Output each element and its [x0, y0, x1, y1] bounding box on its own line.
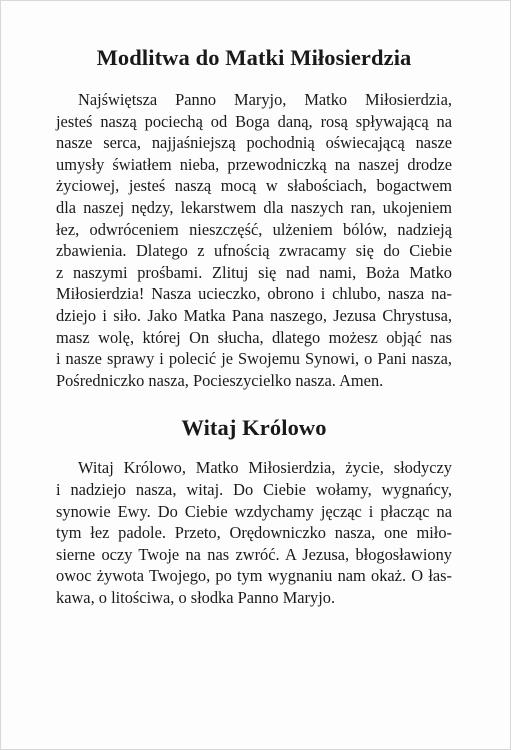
text-line: kawa, o litościwa, o słodka Panno Maryjo.	[56, 587, 336, 607]
text-line: i nasze sprawy i polecić je Swojemu Synowi, o Pani nasza,	[56, 349, 452, 369]
text-line: jesteś naszą pociechą od Boga daną, rosą spływającą na	[56, 111, 452, 131]
text-line: umysły światłem nieba, przewodniczką na naszej drodze	[56, 154, 452, 174]
prayer-text-witaj	[56, 457, 452, 608]
text-line: życiowej, jesteś naszą mocą w słabościach, bogactwem	[56, 176, 452, 196]
document-body	[56, 43, 452, 608]
text-line: łez, odwróceniem nieszczęść, ulżeniem bólów, nadzieją	[56, 219, 452, 239]
text-line: Pośredniczko nasza, Pocieszycielko nasza. Amen.	[56, 370, 384, 390]
text-line: Najświętsza Panno Maryjo, Matko Miłosierdzia,	[78, 90, 452, 109]
text-line: zbawienia. Dlatego z ufnością zwracamy się do Ciebie	[56, 241, 452, 261]
prayer-text-modlitwa	[56, 89, 452, 391]
text-line: z naszymi prośbami. Zlituj się nad nami, Boża Matko	[56, 262, 452, 282]
prayer-title-witaj: Witaj Królowo	[181, 415, 327, 441]
text-line: dziejo i siło. Jako Matka Pana naszego, Jezusa Chrystusa,	[56, 305, 452, 325]
text-line: sierne oczy Twoje na nas zwróć. A Jezusa, błogosławiony	[56, 544, 452, 564]
text-line: i nadziejo nasza, witaj. Do Ciebie wołamy, wygnańcy,	[56, 479, 452, 499]
text-line: Miłosierdzia! Nasza ucieczko, obrono i chlubo, nasza na-	[56, 284, 452, 304]
text-line: tym łez padole. Przeto, Orędowniczko nasza, one miło-	[56, 523, 452, 543]
text-line: Witaj Królowo, Matko Miłosierdzia, życie, słodyczy	[78, 458, 452, 478]
text-line: nasze serca, najjaśniejszą pochodnią oświecającą nasze	[56, 133, 452, 153]
text-line: masz wolę, której On słucha, dlatego możesz objąć nas	[56, 327, 452, 347]
text-line: owoc żywota Twojego, po tym wygnaniu nam okaż. O łas-	[56, 566, 452, 586]
prayer-title-modlitwa: Modlitwa do Matki Miłosierdzia	[96, 45, 412, 70]
text-line: synowie Ewy. Do Ciebie wzdychamy jęcząc i płacząc na	[56, 501, 452, 521]
text-line: dla naszej nędzy, lekarstwem dla naszych ran, ukojeniem	[56, 197, 452, 217]
